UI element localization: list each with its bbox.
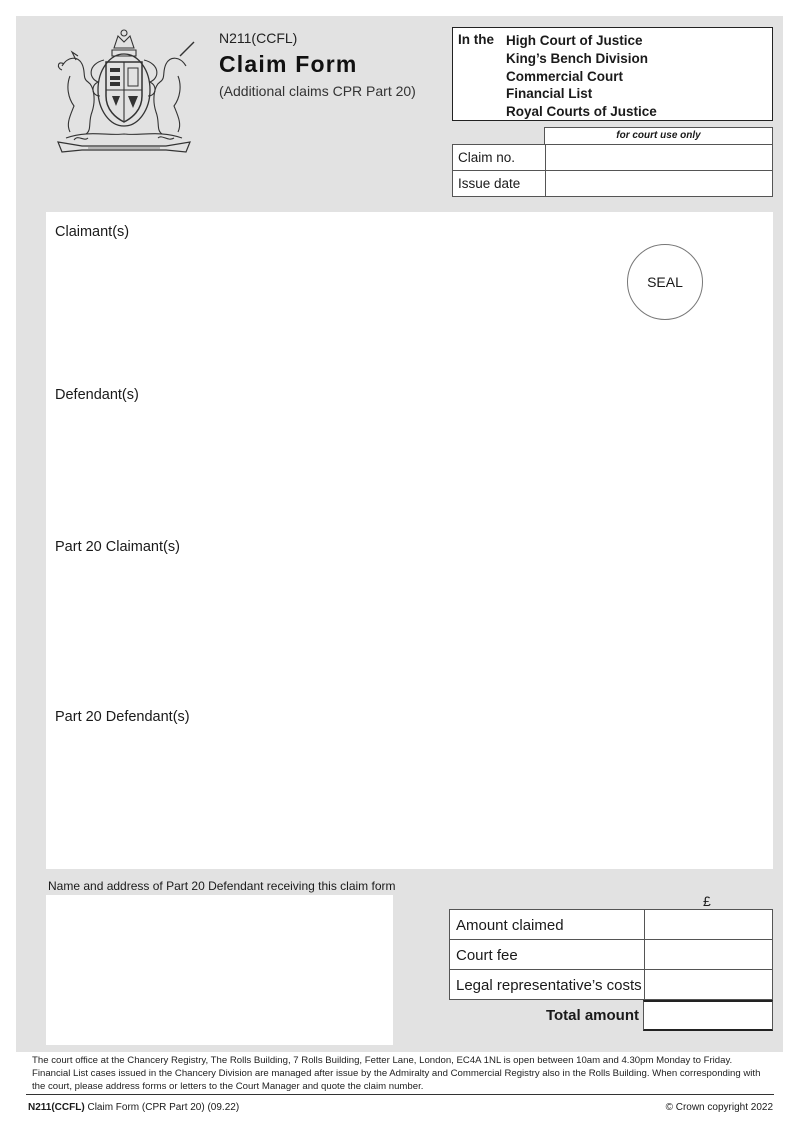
parties-box[interactable] [46,212,773,869]
table-divider [644,910,645,939]
court-line: Royal Courts of Justice [506,104,657,120]
amount-claimed-label: Amount claimed [456,917,564,934]
footer-divider [26,1094,774,1095]
issue-date-row [452,170,773,197]
copyright-notice: © Crown copyright 2022 [665,1102,773,1113]
court-fee-row [449,939,773,970]
court-line: King’s Bench Division [506,50,649,66]
part20-defendants-label: Part 20 Defendant(s) [55,709,190,725]
court-name-box [452,27,773,121]
receiving-defendant-field[interactable] [46,895,393,1045]
form-code: N211(CCFL) [219,30,298,46]
court-use-heading: for court use only [544,127,773,145]
court-line: Commercial Court [506,68,624,84]
page-title: Claim Form [219,51,358,77]
court-line: Financial List [506,86,593,102]
form-reference-code: N211(CCFL) [28,1102,85,1113]
total-amount-label: Total amount [545,1007,639,1024]
table-divider [545,145,546,170]
amount-claimed-row [449,909,773,940]
defendants-label: Defendant(s) [55,387,139,403]
currency-symbol: £ [703,893,711,909]
total-amount-row [449,1000,773,1031]
court-name-lines [506,32,657,121]
court-in-the-label: In the [458,32,494,47]
court-office-note: The court office at the Chancery Registry, The Rolls Building, 7 Rolls Building, Fetter Lane, London, EC4A 1NL is open between 10am and 4.30pm Monday to Friday. Financial List cases issued in the Chancery Division are managed after issue by the Admiralty and Commercial Registry also in the Rolls Building. When corresponding with the court, please address forms or letters to the Court Manager and quote the claim number. [32,1055,761,1093]
total-amount-field[interactable] [643,1000,773,1031]
royal-coat-of-arms-logo [48,26,200,156]
page-subtitle: (Additional claims CPR Part 20) [219,83,416,99]
claimants-label: Claimant(s) [55,224,130,240]
table-divider [545,171,546,196]
court-fee-label: Court fee [456,947,518,964]
claim-no-row [452,144,773,171]
issue-date-label: Issue date [458,176,521,191]
claim-no-label: Claim no. [458,150,516,165]
form-reference [28,1102,239,1113]
legal-costs-label: Legal representative’s costs [456,977,642,994]
legal-costs-row [449,969,773,1000]
receiving-defendant-label: Name and address of Part 20 Defendant receiving this claim form [48,879,396,893]
table-divider [644,940,645,969]
seal-circle: SEAL [627,244,703,320]
part20-claimants-label: Part 20 Claimant(s) [55,539,180,555]
court-line: High Court of Justice [506,33,643,48]
form-reference-text: Claim Form (CPR Part 20) (09.22) [84,1102,240,1113]
table-divider [644,970,645,999]
